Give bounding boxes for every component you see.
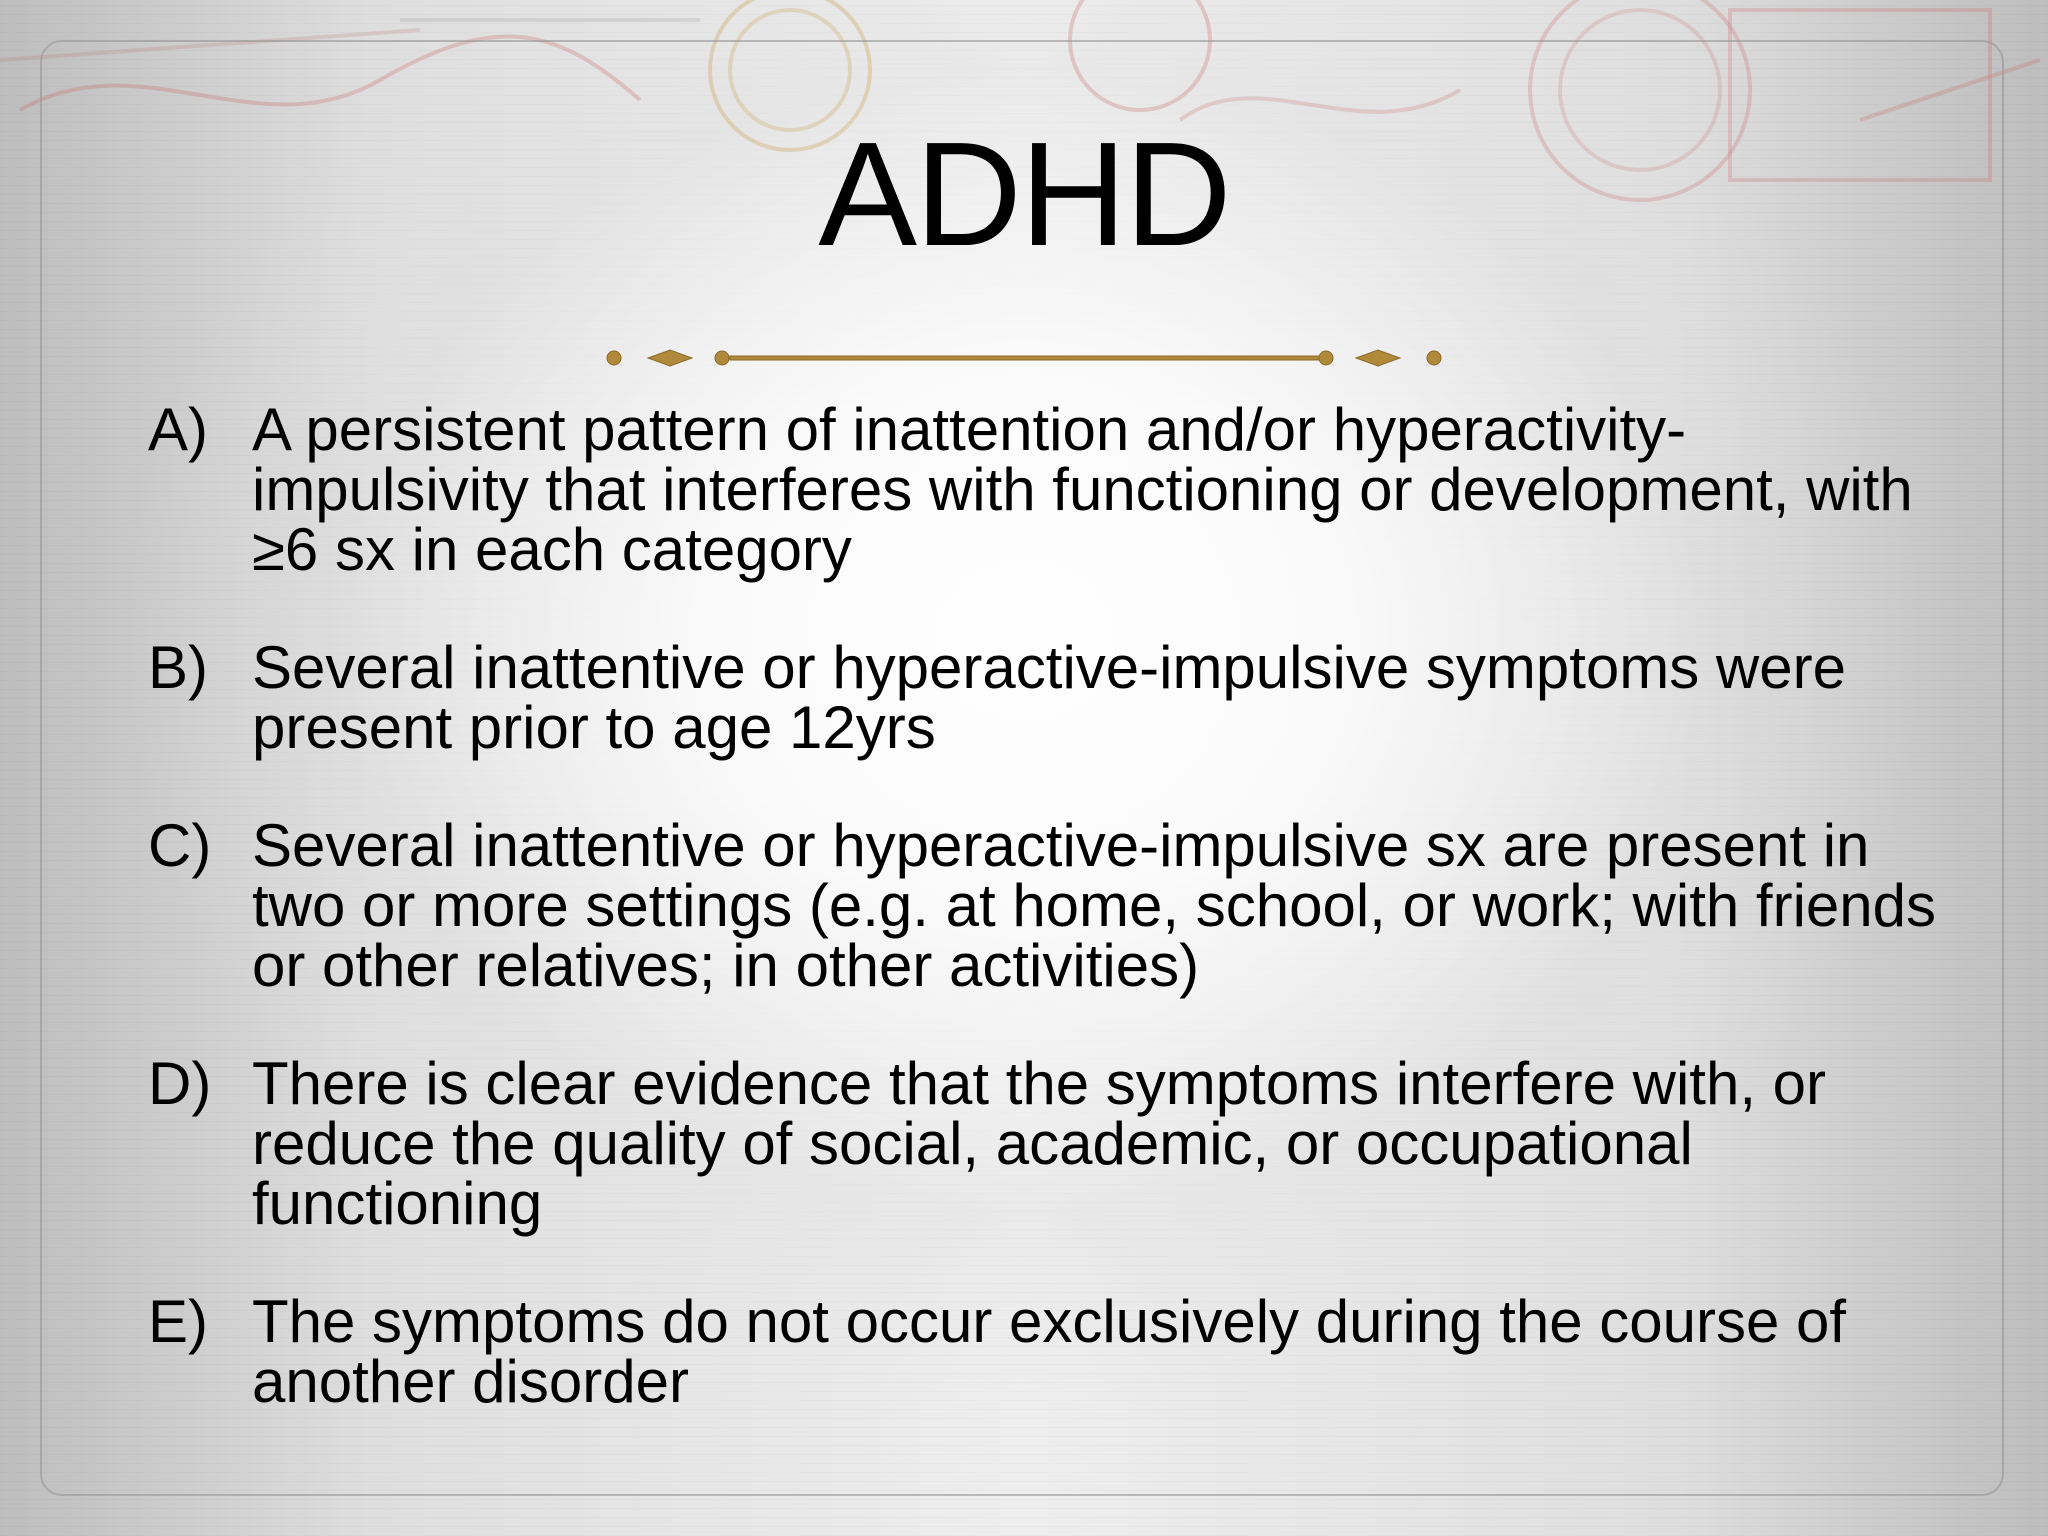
criterion-a-text: A persistent pattern of inattention and/or hyperactivity-impulsivity that interferes with functioning or development, with ≥6 sx in each category bbox=[252, 396, 1913, 583]
criterion-c bbox=[148, 812, 1948, 999]
criterion-e-text: The symptoms do not occur exclusively during the course of another disorder bbox=[252, 1288, 1847, 1415]
criterion-e-marker: E) bbox=[148, 1288, 208, 1355]
ornamental-divider bbox=[600, 340, 1450, 376]
criterion-b-marker: B) bbox=[148, 634, 208, 701]
criterion-d bbox=[148, 1050, 1948, 1237]
criterion-c-text: Several inattentive or hyperactive-impulsive sx are present in two or more settings (e.g. at home, school, or work; with friends or other relatives; in other activities) bbox=[252, 812, 1937, 999]
criterion-b-text: Several inattentive or hyperactive-impulsive symptoms were present prior to age 12yrs bbox=[252, 634, 1846, 761]
criterion-d-text: There is clear evidence that the symptoms interfere with, or reduce the quality of social, academic, or occupational functioning bbox=[252, 1050, 1827, 1237]
criterion-c-marker: C) bbox=[148, 812, 212, 879]
criterion-a bbox=[148, 396, 1948, 583]
slide-title: ADHD bbox=[818, 112, 1230, 277]
criteria-list bbox=[148, 396, 1948, 1470]
criterion-e bbox=[148, 1288, 1948, 1415]
criterion-d-marker: D) bbox=[148, 1050, 212, 1117]
criterion-b bbox=[148, 634, 1948, 761]
criterion-a-marker: A) bbox=[148, 396, 208, 463]
